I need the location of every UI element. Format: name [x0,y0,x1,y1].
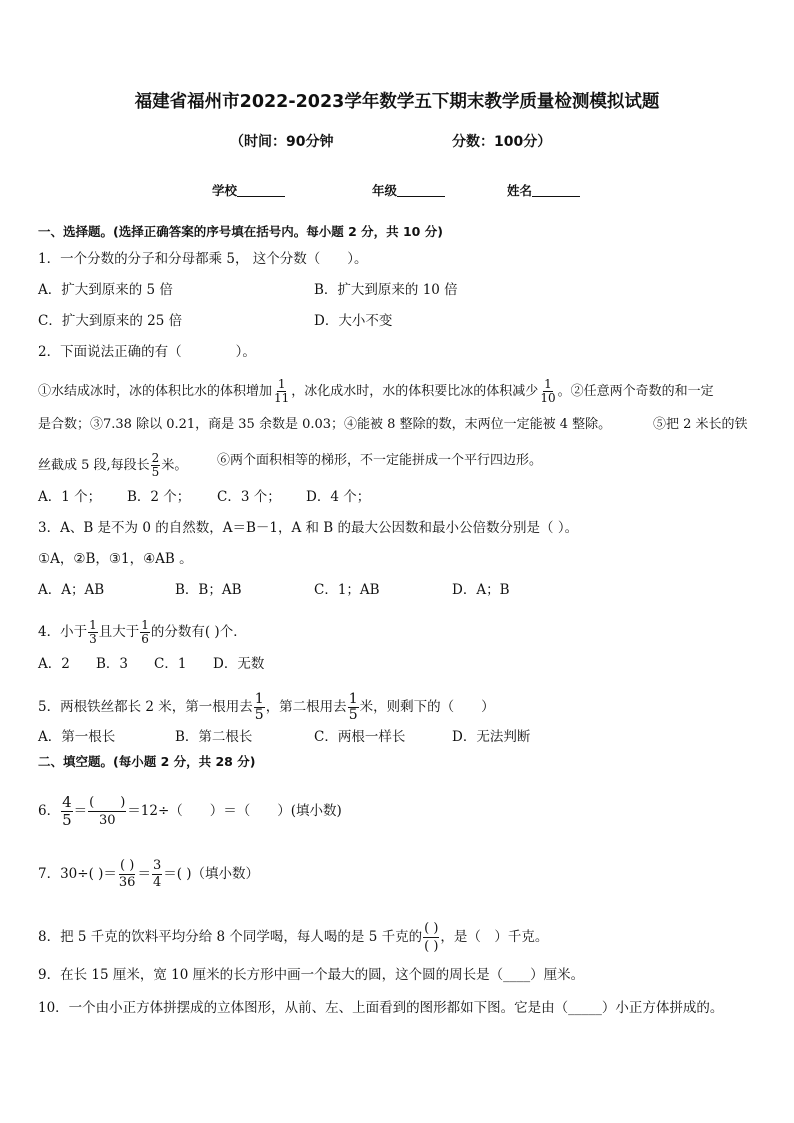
q6-stem [38,794,342,829]
q8-stem [38,920,548,955]
q2-line3 [38,452,187,479]
q2-option-c: C．3 个； [217,489,281,505]
q7-post: ＝( )（填小数） [163,866,260,882]
q1-option-b: B．扩大到原来的 10 倍 [314,282,458,298]
q2-option-a: A．1 个； [38,489,102,505]
q4-pre: 4．小于 [38,624,88,640]
exam-time: （时间：90分钟 [230,134,334,150]
school-blank[interactable] [237,182,285,197]
q5-option-c: C．两根一样长 [314,729,406,745]
fraction-1-6: $\frac{1}{6}$ [141,618,149,646]
fraction-2-5: $\frac{2}{5}$ [151,451,160,479]
q4-option-c: C．1 [154,656,187,672]
q2-statement5c: 米。 [161,458,188,473]
q4-mid: 且大于 [98,624,140,640]
grade-blank[interactable] [397,182,445,197]
grade-label: 年级 [372,183,398,198]
q2-statement2: 。②任意两个奇数的和一定 [557,384,714,399]
fraction-1-5-b: $\frac{1}{5}$ [348,691,358,723]
q8-post: ，是（ ）千克。 [440,929,549,945]
q2-stem: 2．下面说法正确的有（ ）。 [38,344,256,360]
fraction-1-5-a: $\frac{1}{5}$ [254,691,264,723]
q2-line2: 是合数；③7.38 除以 0.21，商是 35 余数是 0.03；④能被 8 整除的数，末两位一定能被 4 整除。 [38,417,612,432]
q2-line1 [38,378,714,405]
q5-post: 米，则剩下的（ ） [359,699,495,715]
q5-stem [38,692,495,723]
fraction-blank-36: $\frac{( )}{36}$ [118,858,136,890]
q1-stem: 1．一个分数的分子和分母都乘 5， 这个分数（ ）。 [38,251,368,267]
q2-statement1a: ①水结成冰时，冰的体积比水的体积增加 [38,384,273,399]
fraction-3-4: $\frac{3}{4}$ [152,858,162,890]
fraction-blank-30: $\frac{( )}{30}$ [89,795,126,828]
q4-option-b: B．3 [96,656,129,672]
q5-pre: 5．两根铁丝都长 2 米，第一根用去 [38,699,253,715]
q2-statement5b: 丝截成 5 段,每段长 [38,458,150,473]
q4-post: 的分数有( )个． [150,624,247,640]
section2-heading: 二、填空题。(每小题 2 分，共 28 分) [38,754,256,769]
q2-statement6: ⑥两个面积相等的梯形，不一定能拼成一个平行四边形。 [217,453,543,468]
page-title: 福建省福州市2022-2023学年数学五下期末教学质量检测模拟试题 [134,92,660,112]
q1-option-a: A．扩大到原来的 5 倍 [38,282,173,298]
q5-option-d: D．无法判断 [452,729,531,745]
q2-statement1b: ，冰化成水时，水的体积要比冰的体积减少 [291,384,539,399]
q8-pre: 8．把 5 千克的饮料平均分给 8 个同学喝，每人喝的是 5 千克的 [38,929,423,945]
grade-field [372,181,445,199]
q3-option-b: B．B；AB [175,582,242,598]
q5-option-a: A．第一根长 [38,729,116,745]
q10-stem: 10．一个由小正方体拼摆成的立体图形，从前、左、上面看到的图形都如下图。它是由（_____）小正方体拼成的。 [38,1000,724,1016]
exam-score: 分数：100分） [452,134,552,150]
fraction-blank-blank: $\frac{( )}{( )}$ [424,921,439,954]
q3-stem: 3．A、B 是不为 0 的自然数，A＝B－1，A 和 B 的最大公因数和最小公倍数分别是（ ）。 [38,520,579,536]
fraction-1-11: $\frac{1}{11}$ [274,377,290,405]
q7-pre: 7．30÷( )＝ [38,866,117,882]
q3-option-d: D．A；B [452,582,510,598]
q2-option-b: B．2 个； [127,489,191,505]
name-field [507,181,580,199]
q1-option-d: D．大小不变 [314,313,393,329]
q2-statement5a: ⑤把 2 米长的铁 [653,417,748,432]
q6-equals: ＝ [73,803,88,819]
q4-option-a: A．2 [38,656,70,672]
q6-number: 6． [38,803,61,819]
school-field [212,181,285,199]
q7-stem [38,858,259,891]
q9-stem: 9．在长 15 厘米，宽 10 厘米的长方形中画一个最大的圆，这个圆的周长是（____）厘米。 [38,967,585,983]
q1-option-c: C．扩大到原来的 25 倍 [38,313,183,329]
q4-option-d: D．无数 [213,656,265,672]
q3-option-c: C．1；AB [314,582,380,598]
q2-option-d: D．4 个； [306,489,371,505]
q3-options: ①A，②B，③1，④AB 。 [38,551,193,567]
q7-equals: ＝ [137,866,151,882]
name-label: 姓名 [507,183,533,198]
fraction-1-3: $\frac{1}{3}$ [89,618,97,646]
q3-option-a: A．A；AB [38,582,105,598]
name-blank[interactable] [532,182,580,197]
q4-stem [38,619,247,646]
q5-option-b: B．第二根长 [175,729,253,745]
q6-rest: ＝12÷（ ）＝（ ）(填小数) [127,803,342,819]
fraction-4-5: $\frac{4}{5}$ [62,793,72,829]
fraction-1-10: $\frac{1}{10}$ [540,377,556,405]
q5-mid: ，第二根用去 [265,699,347,715]
section1-heading: 一、选择题。(选择正确答案的序号填在括号内。每小题 2 分，共 10 分) [38,224,443,239]
school-label: 学校 [212,183,238,198]
